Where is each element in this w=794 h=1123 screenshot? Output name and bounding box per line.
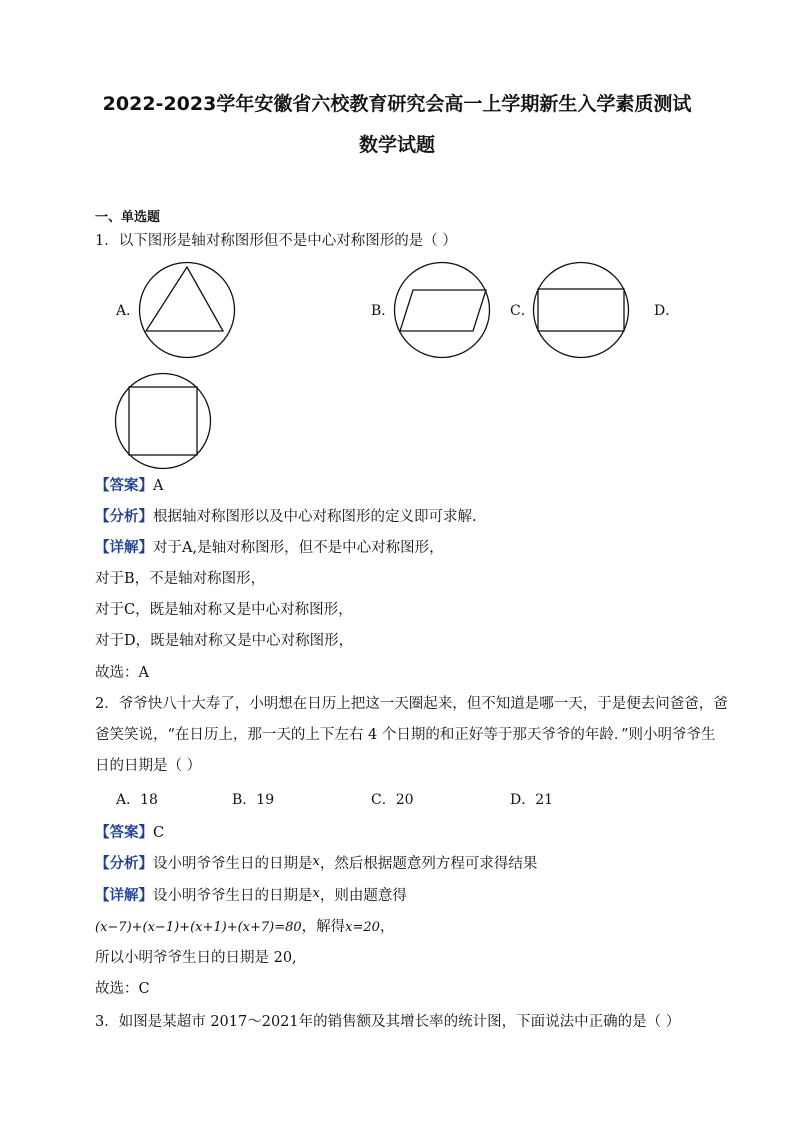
document-title-line2: 数学试题 (358, 134, 435, 156)
q2-analysis-var: x (312, 854, 320, 869)
q1-option-c-label: C． (510, 303, 535, 319)
q2-detail-var: x (312, 886, 320, 901)
q2-equation-end: ， (379, 919, 395, 935)
q2-equation-sep: ，解得 (301, 919, 346, 935)
q2-equation-line (95, 915, 394, 936)
q1-option-d-figure (114, 372, 212, 470)
q2-answer (95, 821, 164, 842)
q1-option-d-label: D． (654, 303, 680, 319)
section-heading: 一、单选题 (95, 210, 161, 225)
q2-answer-value: C (153, 825, 165, 841)
q2-analysis-text-b: ，然后根据题意列方程可求得结果 (319, 856, 538, 872)
q1-answer-tag: 【答案】 (95, 478, 153, 494)
q1-analysis (95, 505, 477, 526)
q1-option-b-label: B． (371, 303, 396, 319)
q2-stem-line1: 2．爷爷快八十大寿了，小明想在日历上把这一天圈起来，但不知道是哪一天，于是便去问爸爸，爸 (95, 696, 728, 712)
q2-option-c: C．20 (371, 792, 414, 808)
q1-stem: 1．以下图形是轴对称图形但不是中心对称图形的是（ ） (95, 233, 457, 249)
q2-detail (95, 884, 407, 905)
q1-option-b-figure (393, 261, 491, 359)
q1-option-c-figure (532, 261, 630, 359)
q1-choice: 故选：A (95, 665, 149, 681)
q1-answer (95, 474, 163, 495)
q2-analysis-tag: 【分析】 (95, 856, 153, 872)
q2-option-a: A．18 (116, 792, 158, 808)
q1-analysis-text: 根据轴对称图形以及中心对称图形的定义即可求解. (153, 509, 477, 525)
q2-stem-line3: 日的日期是（ ） (95, 758, 202, 774)
q2-detail-text-b: ，则由题意得 (319, 888, 407, 904)
q2-detail-tag: 【详解】 (95, 888, 153, 904)
q2-stem-line2: 爸笑笑说，“在日历上，那一天的上下左右 4 个日期的和正好等于那天爷爷的年龄．”则小明爷爷生 (95, 727, 716, 743)
q2-equation: (x−7)+(x−1)+(x+1)+(x+7)=80 (95, 920, 302, 935)
q2-option-d: D．21 (510, 792, 554, 808)
q1-detail-line: 对于B，不是轴对称图形， (95, 571, 266, 587)
q1-detail-line: 对于C，既是轴对称又是中心对称图形， (95, 602, 353, 618)
q3-stem: 3．如图是某超市 2017～2021年的销售额及其增长率的统计图，下面说法中正确的是（ ） (95, 1014, 681, 1030)
q2-analysis-text-a: 设小明爷爷生日的日期是 (153, 856, 313, 872)
q1-detail-line: 对于D，既是轴对称又是中心对称图形， (95, 633, 354, 649)
q1-answer-value: A (153, 478, 164, 494)
q1-detail-text: 对于A,是轴对称图形，但不是中心对称图形， (153, 540, 444, 556)
q2-answer-tag: 【答案】 (95, 825, 153, 841)
q2-analysis (95, 852, 537, 873)
document-title-line1: 2022-2023学年安徽省六校教育研究会高一上学期新生入学素质测试 (102, 93, 692, 115)
q2-solution: x=20 (345, 920, 380, 935)
q1-option-a-figure (138, 261, 236, 359)
q1-detail (95, 536, 444, 557)
q2-conclusion: 所以小明爷爷生日的日期是 20, (95, 950, 297, 966)
q1-option-a-label: A． (116, 303, 141, 319)
q2-detail-text-a: 设小明爷爷生日的日期是 (153, 888, 313, 904)
q2-option-b: B．19 (232, 792, 275, 808)
q1-detail-tag: 【详解】 (95, 540, 153, 556)
q1-analysis-tag: 【分析】 (95, 509, 153, 525)
q2-choice: 故选：C (95, 981, 150, 997)
